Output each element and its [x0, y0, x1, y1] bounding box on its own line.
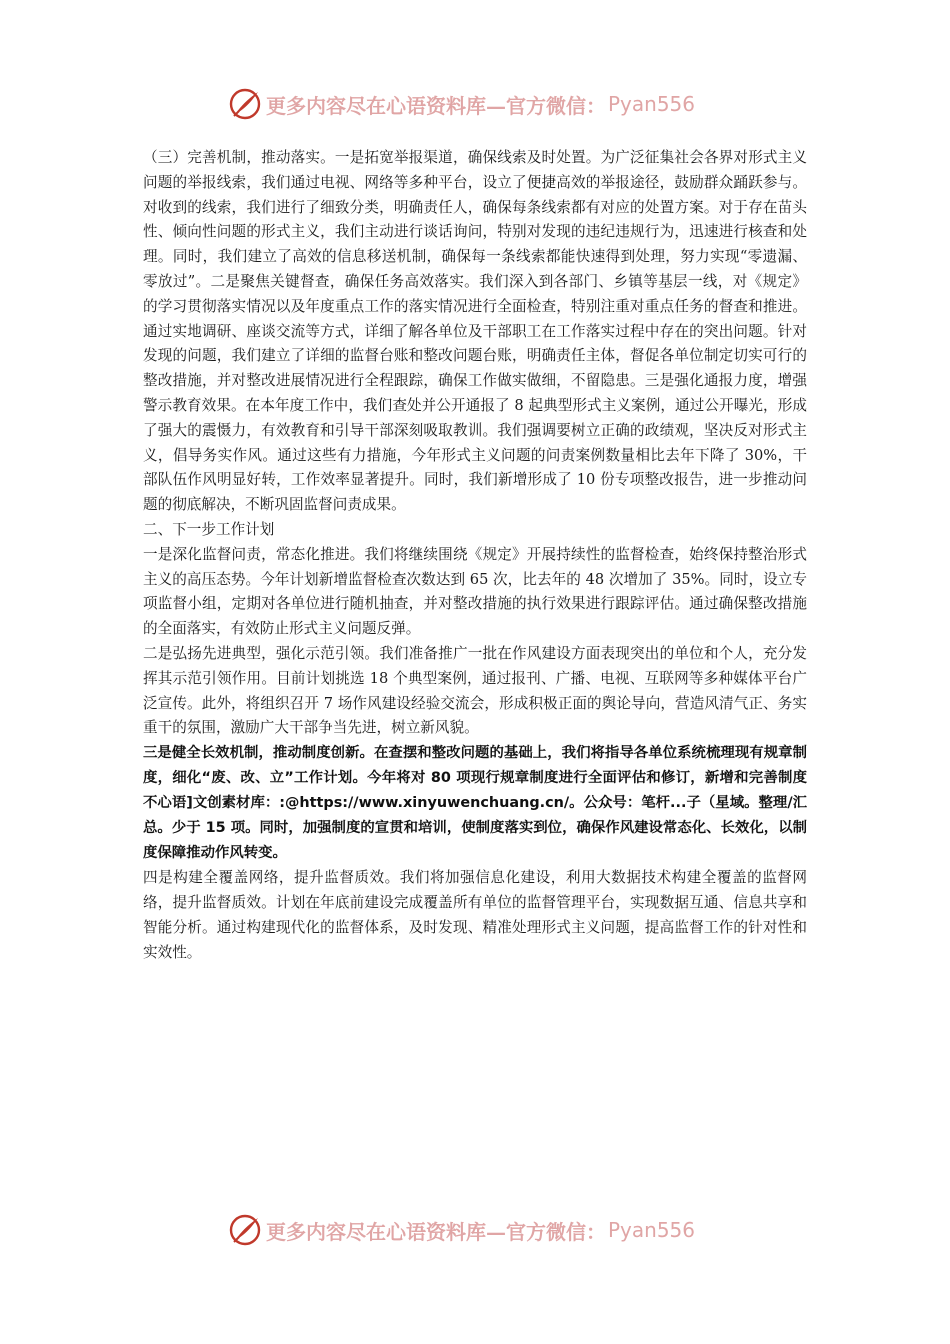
paragraph-coverage-network: 四是构建全覆盖网络，提升监督质效。我们将加强信息化建设，利用大数据技术构建全覆盖的监督网络，提升监督质效。计划在年底前建设完成覆盖所有单位的监督管理平台，实现数据互通、信息共享和智能分析。通过构建现代化的监督体系，及时发现、精准处理形式主义问题，提高监督工作的针对性和实效性。: [143, 869, 807, 961]
paragraph-supervision: 一是深化监督问责，常态化推进。我们将继续围绕《规定》开展持续性的监督检查，始终保持整治形式主义的高压态势。今年计划新增监督检查次数达到 65 次，比去年的 48 次增加了 35%。同时，设立专项监督小组，定期对各单位进行随机抽查，并对整改措施的执行效果进行跟踪评估。通过确保整改措施的全面落实，有效防止形式主义问题反弹。: [143, 545, 807, 638]
watermark-wechat-id: Pyan556: [608, 92, 696, 116]
watermark-text: 更多内容尽在心语资料库—官方微信：: [266, 93, 606, 118]
paragraph-exemplars: 二是弘扬先进典型，强化示范引领。我们准备推广一批在作风建设方面表现突出的单位和个人，充分发挥其示范引领作用。目前计划挑选 18 个典型案例，通过报刊、广播、电视、互联网等多种媒体平台广泛宣传。此外，将组织召开 7 场作风建设经验交流会，形成积极正面的舆论导向，营造风清气正、务实重干的氛围，激励广大干部争当先进，树立新风貌。: [143, 644, 807, 737]
paragraph-improve-mechanism: （三）完善机制，推动落实。一是拓宽举报渠道，确保线索及时处置。为广泛征集社会各界对形式主义问题的举报线索，我们通过电视、网络等多种平台，设立了便捷高效的举报途径，鼓励群众踊跃参与。对收到的线索，我们进行了细致分类，明确责任人，确保每条线索都有对应的处置方案。对于存在苗头性、倾向性问题的形式主义，我们主动进行谈话询问，特别对发现的违纪违规行为，迅速进行核查和处理。同时，我们建立了高效的信息移送机制，确保每一条线索都能快速得到处理，努力实现“零遗漏、零放过”。二是聚焦关键督查，确保任务高效落实。我们深入到各部门、乡镇等基层一线，对《规定》的学习贯彻落实情况以及年度重点工作的落实情况进行全面检查，特别注重对重点任务的督查和推进。通过实地调研、座谈交流等方式，详细了解各单位及干部职工在工作落实过程中存在的突出问题。针对发现的问题，我们建立了详细的监督台账和整改问题台账，明确责任主体，督促各单位制定切实可行的整改措施，并对整改进展情况进行全程跟踪，确保工作做实做细，不留隐患。三是强化通报力度，增强警示教育效果。在本年度工作中，我们查处并公开通报了 8 起典型形式主义案例，通过公开曝光，形成了强大的震慑力，有效教育和引导干部深刻吸取教训。我们强调要树立正确的政绩观，坚决反对形式主义，倡导务实作风。通过这些有力措施，今年形式主义问题的问责案例数量相比去年下降了 30%，干部队伍作风明显好转，工作效率显著提升。同时，我们新增形成了 10 份专项整改报告，进一步推动问题的彻底解决，不断巩固监督问责成果。: [143, 149, 807, 514]
document-body: [143, 146, 807, 965]
watermark-header: [228, 86, 695, 122]
watermark-text: 更多内容尽在心语资料库—官方微信：: [266, 1219, 606, 1244]
quill-logo-icon: [228, 87, 262, 121]
paragraph-long-term-mechanism: 三是健全长效机制，推动制度创新。在查摆和整改问题的基础上，我们将指导各单位系统梳理现有规章制度，细化“废、改、立”工作计划。今年将对 80 项现行规章制度进行全面评估和修订，新增和完善制度不心语]文创素材库：:@https://www.xinyuwenchuang.cn/。公众号：笔杆...子（星域。整理/汇总。少于 15 项。同时，加强制度的宣贯和培训，使制度落实到位，确保作风建设常态化、长效化，以制度保障推动作风转变。: [143, 745, 807, 862]
section-heading-next-plan: 二、下一步工作计划: [143, 520, 275, 538]
watermark-wechat-id: Pyan556: [608, 1218, 696, 1242]
watermark-footer: [228, 1212, 695, 1248]
quill-logo-icon: [228, 1213, 262, 1247]
